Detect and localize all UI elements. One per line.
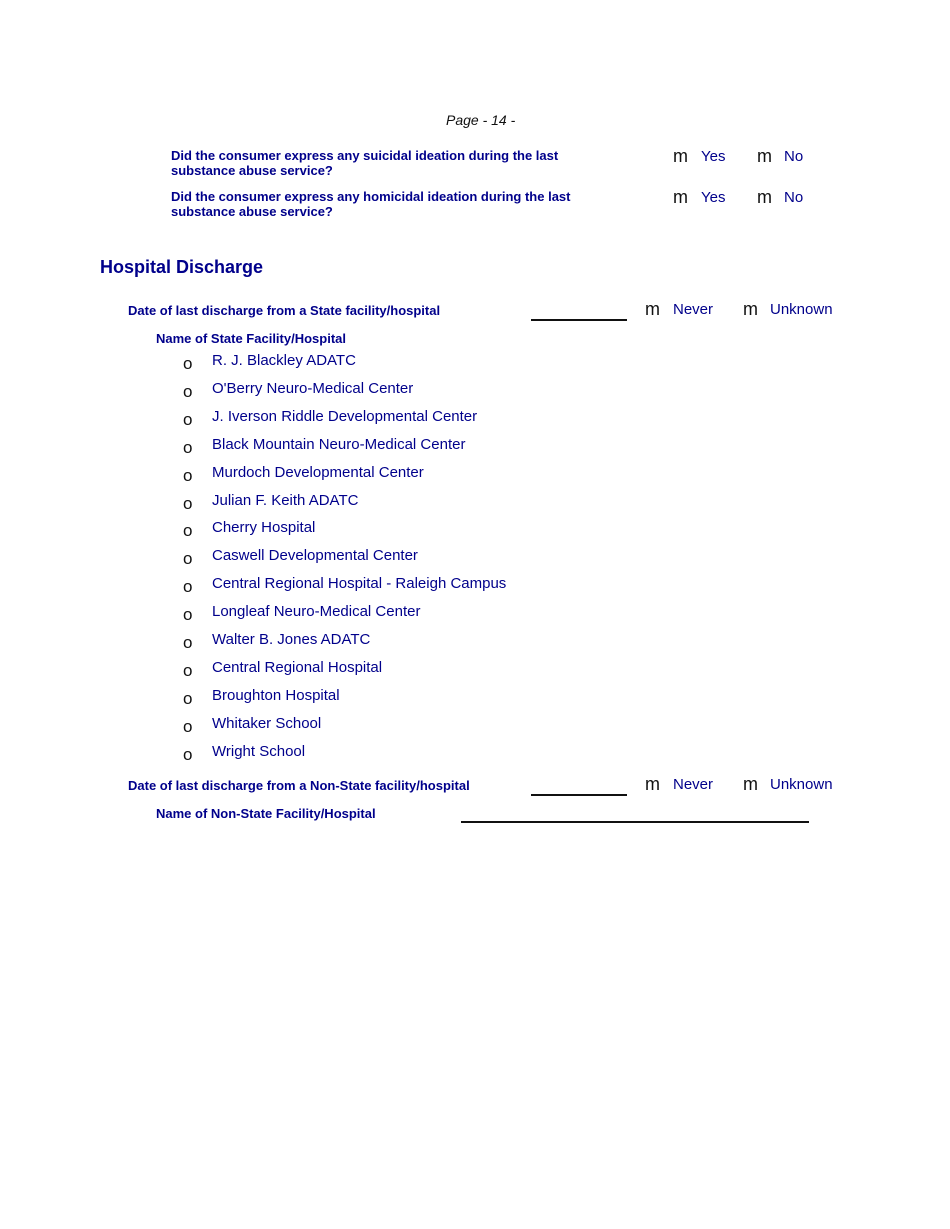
facility-option-label: Murdoch Developmental Center xyxy=(212,464,424,481)
suicidal-no-label: No xyxy=(784,148,804,165)
facility-option-label: Longleaf Neuro-Medical Center xyxy=(212,603,421,620)
suicidal-yes-radio[interactable]: m xyxy=(673,146,688,166)
facility-option-bullet[interactable]: o xyxy=(183,577,193,596)
state-discharge-date-label: Date of last discharge from a State facility/hospital xyxy=(128,303,441,318)
facility-option-label: O'Berry Neuro-Medical Center xyxy=(212,380,414,397)
homicidal-ideation-question: Did the consumer express any homicidal ideation during the last substance abuse service? xyxy=(171,189,571,219)
facility-option-label: Wright School xyxy=(212,743,306,760)
nonstate-facility-name-label: Name of Non-State Facility/Hospital xyxy=(156,806,376,821)
homicidal-yes-radio[interactable]: m xyxy=(673,187,688,207)
facility-option-bullet[interactable]: o xyxy=(183,438,193,457)
facility-option-bullet[interactable]: o xyxy=(183,661,193,680)
facility-option-bullet[interactable]: o xyxy=(183,633,193,652)
facility-option-label: Walter B. Jones ADATC xyxy=(212,631,371,648)
suicidal-ideation-question: Did the consumer express any suicidal ideation during the last substance abuse service? xyxy=(171,148,559,178)
page-number: Page - 14 - xyxy=(446,112,516,128)
facility-option-label: Julian F. Keith ADATC xyxy=(212,492,359,509)
facility-option-bullet[interactable]: o xyxy=(183,494,193,513)
state-never-label: Never xyxy=(673,301,714,318)
homicidal-no-radio[interactable]: m xyxy=(757,187,772,207)
facility-option-label: Whitaker School xyxy=(212,715,322,732)
facility-option-label: Central Regional Hospital - Raleigh Campus xyxy=(212,575,507,592)
facility-option-label: Black Mountain Neuro-Medical Center xyxy=(212,436,466,453)
suicidal-yes-label: Yes xyxy=(701,148,726,165)
facility-option-bullet[interactable]: o xyxy=(183,549,193,568)
facility-option-label: Central Regional Hospital xyxy=(212,659,383,676)
facility-option-bullet[interactable]: o xyxy=(183,745,193,764)
hospital-discharge-title: Hospital Discharge xyxy=(100,257,264,277)
facility-option-bullet[interactable]: o xyxy=(183,382,193,401)
facility-option-label: Caswell Developmental Center xyxy=(212,547,418,564)
facility-option-bullet[interactable]: o xyxy=(183,689,193,708)
state-unknown-radio[interactable]: m xyxy=(743,299,758,319)
facility-option-bullet[interactable]: o xyxy=(183,605,193,624)
nonstate-never-radio[interactable]: m xyxy=(645,774,660,794)
homicidal-no-label: No xyxy=(784,189,804,206)
facility-option-bullet[interactable]: o xyxy=(183,466,193,485)
nonstate-unknown-label: Unknown xyxy=(770,776,833,793)
facility-option-label: Cherry Hospital xyxy=(212,519,316,536)
state-discharge-date-field[interactable] xyxy=(531,319,627,321)
facility-option-label: J. Iverson Riddle Developmental Center xyxy=(212,408,478,425)
state-unknown-label: Unknown xyxy=(770,301,833,318)
state-never-radio[interactable]: m xyxy=(645,299,660,319)
facility-option-bullet[interactable]: o xyxy=(183,354,193,373)
homicidal-yes-label: Yes xyxy=(701,189,726,206)
facility-option-bullet[interactable]: o xyxy=(183,410,193,429)
suicidal-no-radio[interactable]: m xyxy=(757,146,772,166)
nonstate-never-label: Never xyxy=(673,776,714,793)
facility-option-bullet[interactable]: o xyxy=(183,717,193,736)
nonstate-unknown-radio[interactable]: m xyxy=(743,774,758,794)
nonstate-discharge-date-label: Date of last discharge from a Non-State facility/hospital xyxy=(128,778,470,793)
facility-option-bullet[interactable]: o xyxy=(183,521,193,540)
nonstate-discharge-date-field[interactable] xyxy=(531,794,627,796)
facility-option-label: R. J. Blackley ADATC xyxy=(212,352,356,369)
facility-option-label: Broughton Hospital xyxy=(212,687,340,704)
nonstate-facility-name-field[interactable] xyxy=(461,821,809,823)
state-facility-name-label: Name of State Facility/Hospital xyxy=(156,331,346,346)
